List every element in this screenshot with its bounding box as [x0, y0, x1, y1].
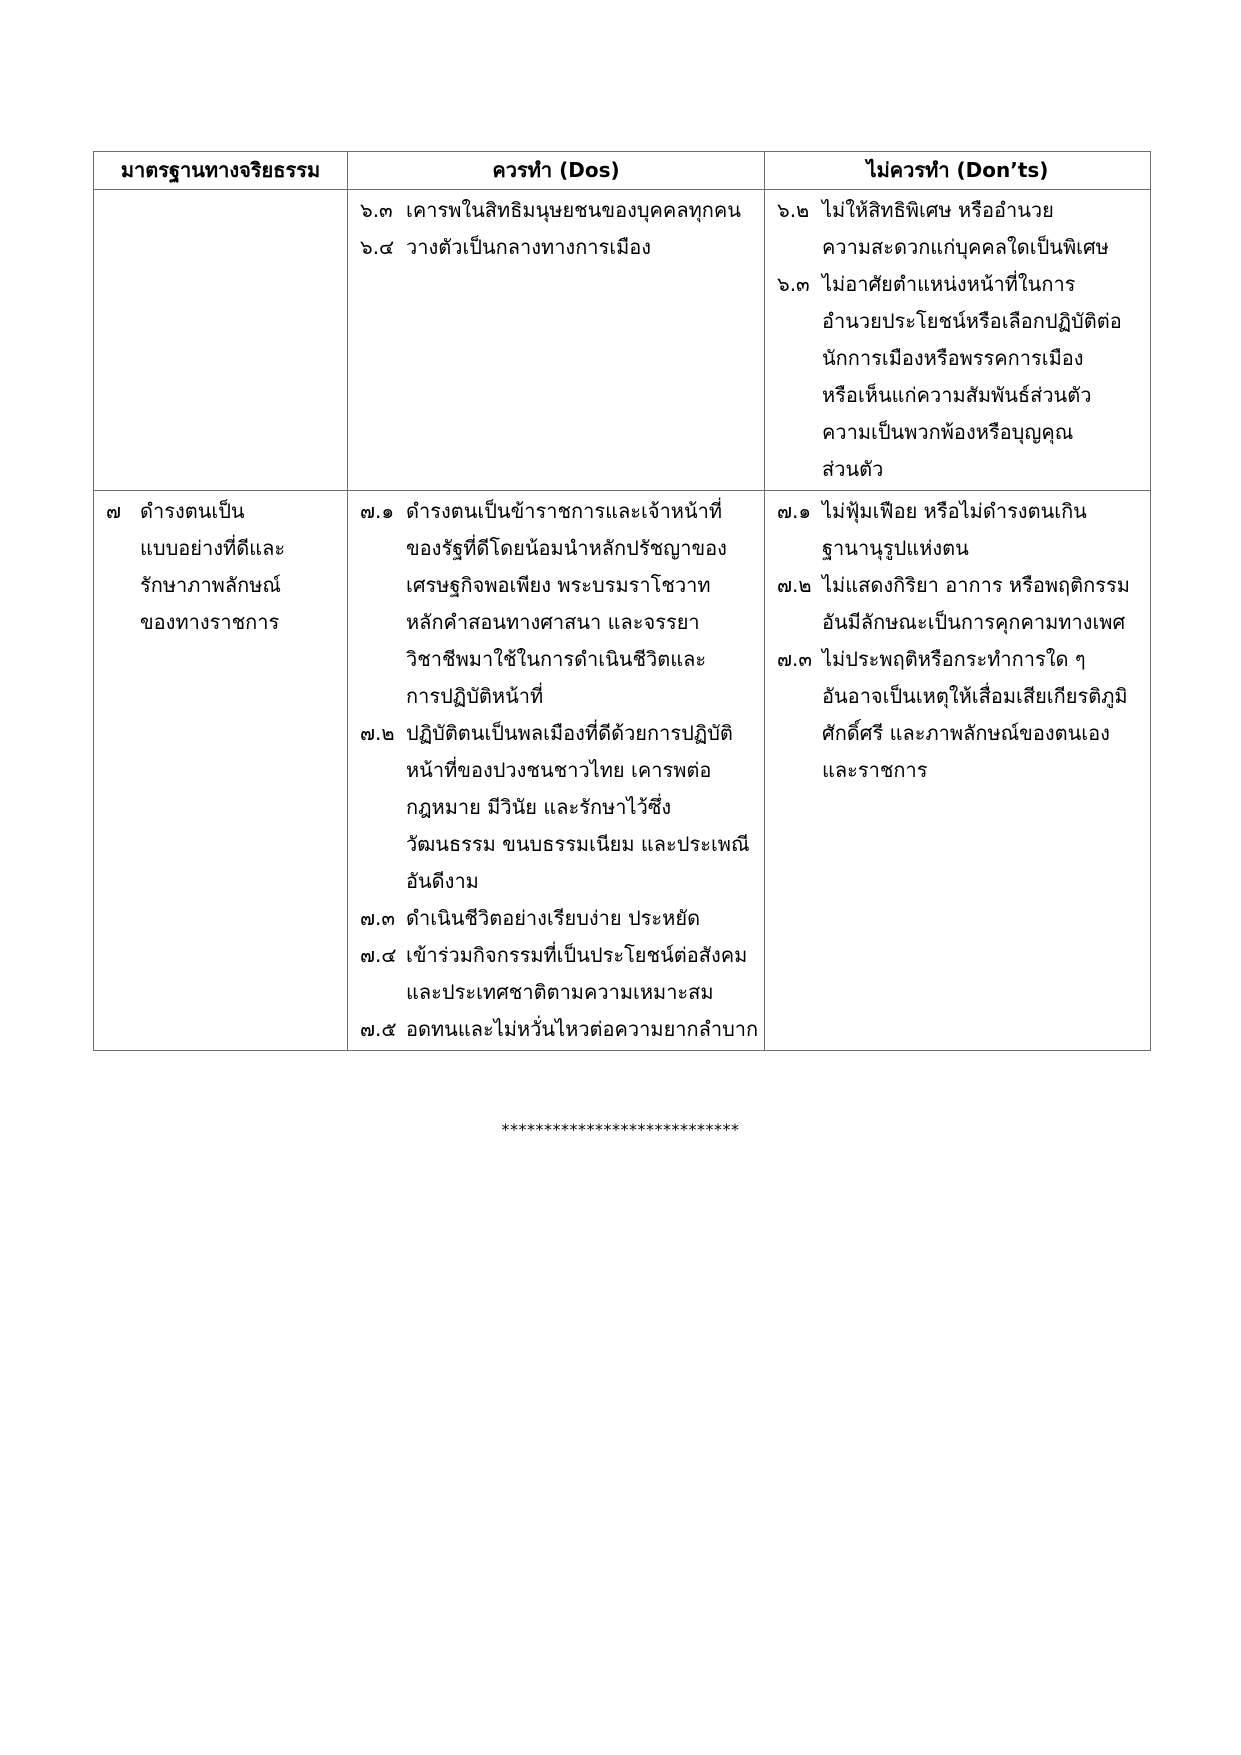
item-text: ของรัฐที่ดีโดยน้อมนำหลักปรัชญาของ [406, 536, 727, 560]
item-number: ๖.๓ [360, 198, 393, 222]
item-number: ๗.๓ [777, 647, 813, 671]
list-item [360, 937, 758, 1011]
item-number: ๖.๔ [360, 235, 395, 259]
row7-dos-cell [348, 491, 765, 1051]
table-header-row [94, 152, 1151, 190]
list-item [360, 900, 758, 937]
item-text: ไม่ให้สิทธิพิเศษ หรืออำนวย [822, 198, 1054, 222]
item-text: ไม่ฟุ้มเฟือย หรือไม่ดำรงตนเกิน [822, 499, 1087, 523]
item-text: และราชการ [822, 758, 928, 782]
item-text: อำนวยประโยชน์หรือเลือกปฏิบัติต่อ [822, 309, 1122, 333]
list-item [777, 567, 1144, 641]
item-text: ดำรงตนเป็นข้าราชการและเจ้าหน้าที่ [406, 499, 723, 523]
item-number: ๗.๕ [360, 1017, 397, 1041]
standard-number: ๗ [106, 499, 122, 523]
list-item [360, 1011, 758, 1048]
item-text: ความเป็นพวกพ้องหรือบุญคุณ [822, 420, 1074, 444]
item-text: และประเทศชาติตามความเหมาะสม [406, 980, 714, 1004]
list-item [777, 641, 1144, 789]
list-item [777, 493, 1144, 567]
item-text: หรือเห็นแก่ความสัมพันธ์ส่วนตัว [822, 383, 1092, 407]
item-text: อันดีงาม [406, 869, 479, 893]
item-text: อดทนและไม่หวั่นไหวต่อความยากลำบาก [406, 1017, 759, 1041]
item-text: ส่วนตัว [822, 457, 884, 481]
row6-dos-cell [348, 190, 765, 491]
item-number: ๗.๔ [360, 943, 397, 967]
list-item [360, 715, 758, 900]
item-text: กฎหมาย มีวินัย และรักษาไว้ซึ่ง [406, 795, 672, 819]
item-text: ไม่แสดงกิริยา อาการ หรือพฤติกรรม [822, 573, 1130, 597]
header-donts: ไม่ควรทำ (Don’ts) [765, 152, 1151, 190]
item-text: ศักดิ์ศรี และภาพลักษณ์ของตนเอง [822, 721, 1110, 745]
list-item [777, 192, 1144, 266]
row6-donts-cell [765, 190, 1151, 491]
header-dos: ควรทำ (Dos) [348, 152, 765, 190]
item-text: เศรษฐกิจพอเพียง พระบรมราโชวาท [406, 573, 711, 597]
list-item [360, 493, 758, 715]
row7-donts-cell [765, 491, 1151, 1051]
standard-text: ดำรงตนเป็น [140, 499, 245, 523]
end-separator: **************************** [501, 1120, 740, 1139]
item-text: นักการเมืองหรือพรรคการเมือง [822, 346, 1084, 370]
item-text: วางตัวเป็นกลางทางการเมือง [406, 235, 652, 259]
standard-text: รักษาภาพลักษณ์ [140, 573, 281, 597]
table-row-7 [94, 491, 1151, 1051]
item-text: ไม่ประพฤติหรือกระทำการใด ๆ [822, 647, 1086, 671]
item-number: ๖.๓ [777, 272, 810, 296]
row6-standard-cell [94, 190, 348, 491]
item-text: การปฏิบัติหน้าที่ [406, 684, 544, 708]
ethics-standards-table [93, 151, 1151, 1051]
item-text: ดำเนินชีวิตอย่างเรียบง่าย ประหยัด [406, 906, 701, 930]
list-item [360, 229, 758, 266]
item-text: อันอาจเป็นเหตุให้เสื่อมเสียเกียรติภูมิ [822, 684, 1128, 708]
table-row-6 [94, 190, 1151, 491]
standard-text: แบบอย่างที่ดีและ [140, 536, 286, 560]
item-text: เคารพในสิทธิมนุษยชนของบุคคลทุกคน [406, 198, 741, 222]
standard-text: ของทางราชการ [140, 610, 280, 634]
item-text: วิชาชีพมาใช้ในการดำเนินชีวิตและ [406, 647, 707, 671]
item-text: หน้าที่ของปวงชนชาวไทย เคารพต่อ [406, 758, 712, 782]
item-number: ๗.๑ [777, 499, 812, 523]
item-text: ไม่อาศัยตำแหน่งหน้าที่ในการ [822, 272, 1076, 296]
row7-standard-cell [94, 491, 348, 1051]
item-text: หลักคำสอนทางศาสนา และจรรยา [406, 610, 700, 634]
header-standard: มาตรฐานทางจริยธรรม [94, 152, 348, 190]
item-number: ๗.๑ [360, 499, 395, 523]
item-number: ๗.๒ [360, 721, 395, 745]
item-text: เข้าร่วมกิจกรรมที่เป็นประโยชน์ต่อสังคม [406, 943, 748, 967]
item-text: ฐานานุรูปแห่งตน [822, 536, 969, 560]
item-text: อันมีลักษณะเป็นการคุกคามทางเพศ [822, 610, 1126, 634]
item-number: ๖.๒ [777, 198, 810, 222]
item-text: ปฏิบัติตนเป็นพลเมืองที่ดีด้วยการปฏิบัติ [406, 721, 733, 745]
item-number: ๗.๒ [777, 573, 812, 597]
item-text: วัฒนธรรม ขนบธรรมเนียม และประเพณี [406, 832, 750, 856]
list-item [360, 192, 758, 229]
item-text: ความสะดวกแก่บุคคลใดเป็นพิเศษ [822, 235, 1109, 259]
standard-item [106, 493, 341, 641]
list-item [777, 266, 1144, 488]
item-number: ๗.๓ [360, 906, 396, 930]
